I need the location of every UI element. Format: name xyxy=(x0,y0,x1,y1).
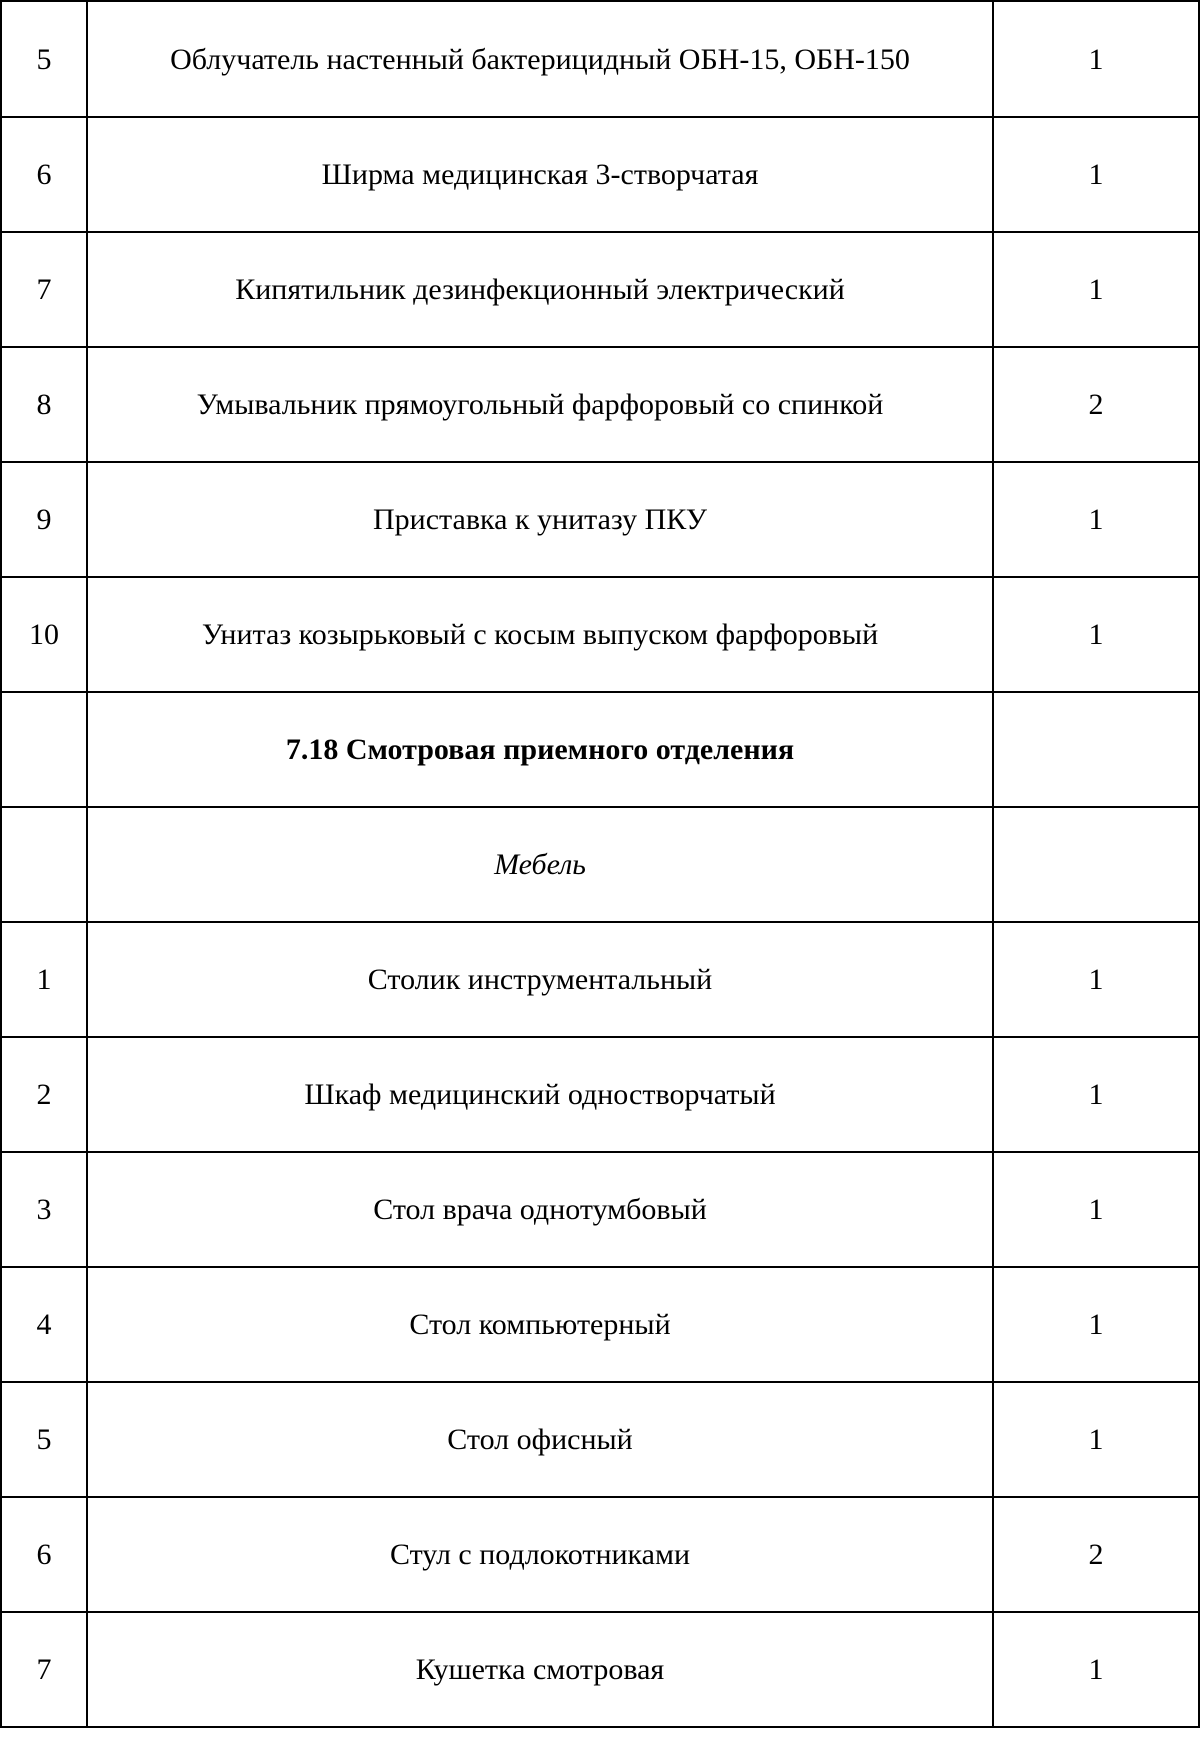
row-number: 2 xyxy=(1,1037,87,1152)
row-number: 7 xyxy=(1,232,87,347)
row-number: 1 xyxy=(1,922,87,1037)
item-name: Ширма медицинская 3-створчатая xyxy=(87,117,993,232)
row-number: 4 xyxy=(1,1267,87,1382)
item-quantity: 1 xyxy=(993,577,1199,692)
item-quantity: 1 xyxy=(993,117,1199,232)
item-name: Умывальник прямоугольный фарфоровый со спинкой xyxy=(87,347,993,462)
category-title: Мебель xyxy=(87,807,993,922)
item-quantity: 1 xyxy=(993,1612,1199,1727)
item-quantity: 1 xyxy=(993,922,1199,1037)
category-header-row xyxy=(1,807,1199,922)
item-name: Облучатель настенный бактерицидный ОБН-15, ОБН-150 xyxy=(87,1,993,117)
section-title: 7.18 Смотровая приемного отделения xyxy=(87,692,993,807)
item-name: Стол врача однотумбовый xyxy=(87,1152,993,1267)
item-quantity: 1 xyxy=(993,1382,1199,1497)
row-number: 10 xyxy=(1,577,87,692)
item-quantity xyxy=(993,692,1199,807)
table-row xyxy=(1,1497,1199,1612)
table-row xyxy=(1,577,1199,692)
table-row xyxy=(1,232,1199,347)
item-quantity: 1 xyxy=(993,1037,1199,1152)
item-quantity: 1 xyxy=(993,232,1199,347)
row-number: 6 xyxy=(1,1497,87,1612)
item-name: Унитаз козырьковый с косым выпуском фарфоровый xyxy=(87,577,993,692)
item-name: Стул с подлокотниками xyxy=(87,1497,993,1612)
table-row xyxy=(1,462,1199,577)
item-quantity: 1 xyxy=(993,1152,1199,1267)
item-name: Стол компьютерный xyxy=(87,1267,993,1382)
table-row xyxy=(1,1267,1199,1382)
item-name: Кушетка смотровая xyxy=(87,1612,993,1727)
row-number: 9 xyxy=(1,462,87,577)
item-quantity: 2 xyxy=(993,1497,1199,1612)
row-number: 6 xyxy=(1,117,87,232)
item-quantity: 1 xyxy=(993,462,1199,577)
table-row xyxy=(1,1037,1199,1152)
row-number: 5 xyxy=(1,1382,87,1497)
item-name: Столик инструментальный xyxy=(87,922,993,1037)
table-row xyxy=(1,117,1199,232)
table-row xyxy=(1,1382,1199,1497)
item-name: Стол офисный xyxy=(87,1382,993,1497)
item-quantity: 2 xyxy=(993,347,1199,462)
item-quantity: 1 xyxy=(993,1267,1199,1382)
row-number: 5 xyxy=(1,1,87,117)
item-name: Шкаф медицинский одностворчатый xyxy=(87,1037,993,1152)
table-row xyxy=(1,1152,1199,1267)
row-number: 7 xyxy=(1,1612,87,1727)
table-row xyxy=(1,1,1199,117)
row-number: 3 xyxy=(1,1152,87,1267)
section-header-row xyxy=(1,692,1199,807)
table-row xyxy=(1,347,1199,462)
row-number xyxy=(1,692,87,807)
table-row xyxy=(1,922,1199,1037)
item-name: Кипятильник дезинфекционный электрический xyxy=(87,232,993,347)
row-number xyxy=(1,807,87,922)
item-quantity: 1 xyxy=(993,1,1199,117)
row-number: 8 xyxy=(1,347,87,462)
table-row xyxy=(1,1612,1199,1727)
item-quantity xyxy=(993,807,1199,922)
item-name: Приставка к унитазу ПКУ xyxy=(87,462,993,577)
